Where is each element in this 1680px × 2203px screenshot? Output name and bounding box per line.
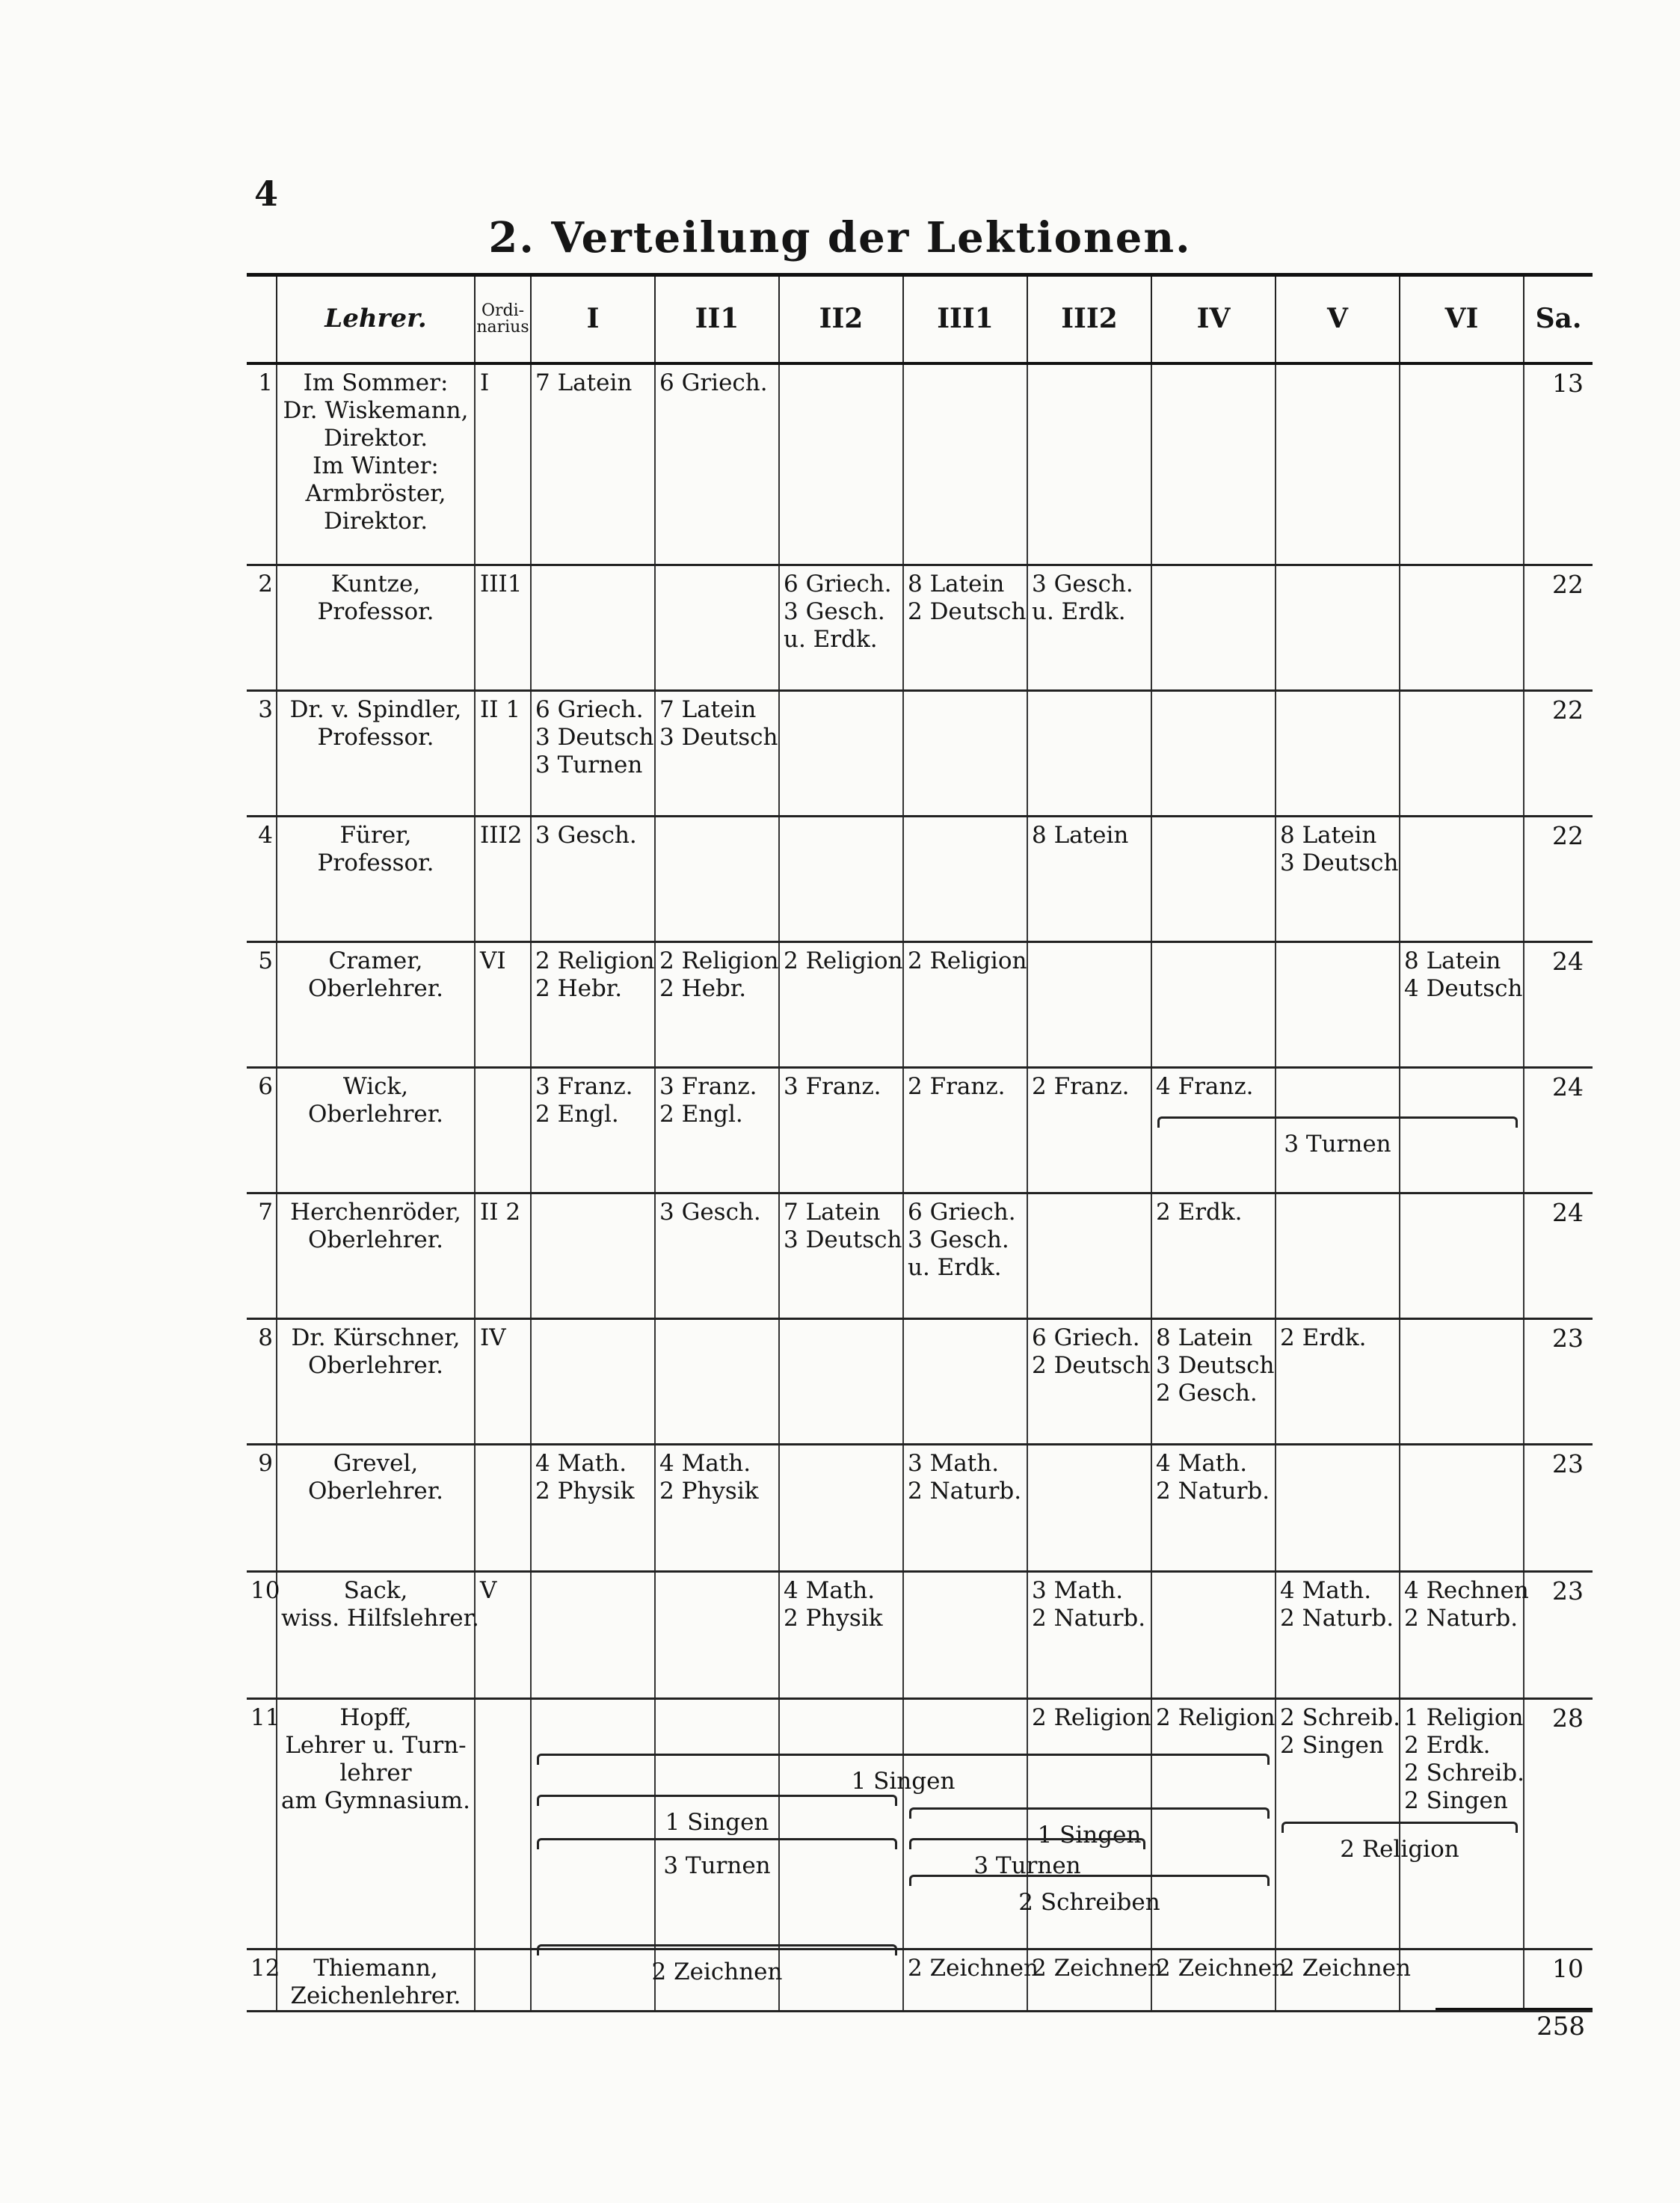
- lesson-cell: [1027, 1193, 1151, 1319]
- header-row: [247, 275, 1593, 363]
- lesson-cell: [903, 565, 1027, 691]
- lesson-cell: [655, 942, 779, 1068]
- lesson-entry: 2 Deutsch: [908, 598, 1027, 625]
- lesson-entry: 2 Singen: [1280, 1732, 1384, 1759]
- teacher-name-line: Hopff,: [339, 1704, 412, 1731]
- teacher-name-line: Kuntze,: [330, 571, 421, 597]
- lesson-entry: 2 Deutsch: [1032, 1352, 1151, 1379]
- teacher-name: [277, 817, 475, 942]
- lesson-cell: [1151, 565, 1276, 691]
- lesson-cell: [903, 942, 1027, 1068]
- teacher-name-line: Professor.: [317, 724, 434, 751]
- lesson-cell: [1027, 363, 1151, 565]
- lesson-entry: 2 Singen: [1404, 1787, 1508, 1814]
- lesson-cell: [779, 1193, 903, 1319]
- lesson-entry: 2 Zeichnen: [1032, 1955, 1163, 1982]
- table-row: [247, 691, 1593, 817]
- lesson-entry: 3 Deutsch: [784, 1226, 902, 1253]
- table-row: [247, 1445, 1593, 1572]
- teacher-name-line: Dr. Kürschner,: [291, 1324, 461, 1351]
- lesson-entry: 2 Religion: [535, 947, 655, 974]
- lesson-entry: 3 Deutsch: [659, 724, 778, 751]
- lesson-cell: [1400, 1572, 1529, 1699]
- span-label: 1 Singen: [665, 1809, 769, 1836]
- lesson-entry: 2 Naturb.: [1032, 1605, 1146, 1632]
- teacher-name-line: Oberlehrer.: [307, 1226, 444, 1253]
- lesson-entry: 6 Griech.: [659, 369, 768, 396]
- lesson-cell: [531, 565, 655, 691]
- lesson-cell: [1400, 1445, 1524, 1572]
- ordinarius: III2: [475, 817, 531, 942]
- ordinarius: V: [475, 1572, 531, 1699]
- lesson-cell: [903, 1949, 1039, 2012]
- teacher-name-line: Oberlehrer.: [307, 1478, 444, 1505]
- ordinarius: II 2: [475, 1193, 531, 1319]
- lesson-cell: [655, 363, 779, 565]
- teacher-name: [277, 1572, 479, 1699]
- lesson-entry: 2 Schreib.: [1280, 1704, 1400, 1731]
- teacher-name-line: Oberlehrer.: [307, 1101, 444, 1128]
- table-row: [247, 363, 1593, 565]
- lesson-entry: u. Erdk.: [784, 626, 878, 653]
- lesson-cell: [1027, 565, 1151, 691]
- lesson-cell: [531, 363, 655, 565]
- lesson-cell: [1276, 363, 1400, 565]
- lesson-cell: [1400, 363, 1524, 565]
- lesson-cell: [655, 1193, 779, 1319]
- table-row: [247, 565, 1593, 691]
- lesson-entry: 6 Griech.: [1032, 1324, 1140, 1351]
- span-brace: [909, 1807, 1270, 1819]
- row-total: 10: [1524, 1949, 1593, 2012]
- teacher-name-line: lehrer: [339, 1760, 412, 1786]
- lesson-entry: 4 Math.: [535, 1450, 627, 1477]
- lesson-entry: 3 Math.: [908, 1450, 1000, 1477]
- span-label: 2 Schreiben: [1018, 1889, 1160, 1916]
- teacher-name-line: Professor.: [317, 598, 434, 625]
- lesson-entry: 2 Physik: [784, 1605, 883, 1632]
- ordinarius: VI: [475, 942, 531, 1068]
- lesson-cell: [655, 1445, 779, 1572]
- ordinarius: I: [475, 363, 531, 565]
- row-total: 23: [1524, 1572, 1593, 1699]
- lesson-cell: [1276, 942, 1400, 1068]
- span-brace: [909, 1875, 1270, 1886]
- lesson-entry: 6 Griech.: [908, 1199, 1016, 1226]
- ordinarius: [475, 1068, 531, 1193]
- teacher-name-line: Cramer,: [328, 947, 423, 974]
- lesson-cell: [1027, 1572, 1151, 1699]
- row-number: 1: [258, 369, 273, 396]
- ordinarius: [475, 1699, 531, 1949]
- lesson-cell: [779, 1319, 903, 1445]
- span-brace: [1157, 1116, 1518, 1128]
- row-number: 5: [258, 947, 273, 974]
- header-class-v: V: [1276, 275, 1400, 363]
- lesson-cell: [1027, 1319, 1151, 1445]
- lesson-cell: [903, 1445, 1027, 1572]
- teacher-name-line: Wick,: [342, 1073, 409, 1100]
- lesson-cell: [1400, 1319, 1524, 1445]
- row-total: 28: [1524, 1699, 1593, 1949]
- row-total: 13: [1524, 363, 1593, 565]
- lesson-cell: [531, 1068, 655, 1193]
- lesson-entry: 3 Deutsch: [535, 724, 654, 751]
- header-sa: Sa.: [1524, 275, 1593, 363]
- lesson-entry: 2 Erdk.: [1404, 1732, 1491, 1759]
- lesson-entry: 2 Religion: [784, 947, 903, 974]
- header-class-iii1: III1: [903, 275, 1027, 363]
- lesson-cell: [903, 1572, 1027, 1699]
- lesson-cell: [903, 1193, 1027, 1319]
- span-brace: [537, 1944, 897, 1955]
- lesson-cell: [1151, 1319, 1276, 1445]
- lesson-cell: [655, 817, 779, 942]
- teacher-name-line: Dr. v. Spindler,: [289, 696, 462, 723]
- span-brace: [909, 1838, 1145, 1849]
- table-row: [247, 942, 1593, 1068]
- teacher-name: [277, 1445, 475, 1572]
- lesson-entry: 2 Schreib.: [1404, 1760, 1524, 1786]
- lesson-cell: [779, 565, 903, 691]
- teacher-name: [277, 942, 475, 1068]
- lesson-cell: [655, 1572, 779, 1699]
- row-total: 22: [1524, 565, 1593, 691]
- lesson-cell: [1400, 565, 1524, 691]
- lesson-cell: [1151, 1193, 1276, 1319]
- span-turnen-row6: [1157, 1116, 1518, 1158]
- span-brace: [537, 1838, 897, 1849]
- lesson-entry: 8 Latein: [1280, 822, 1377, 849]
- lesson-cell: [779, 1445, 903, 1572]
- span-brace: [1281, 1822, 1518, 1833]
- ordinarius: [475, 1445, 531, 1572]
- ordinarius: III1: [475, 565, 531, 691]
- span-brace: [537, 1795, 897, 1806]
- ordinarius: [475, 1949, 531, 2012]
- span-singen-b: [537, 1795, 897, 1836]
- lesson-entry: 3 Franz.: [659, 1073, 757, 1100]
- lesson-entry: 2 Hebr.: [535, 975, 623, 1002]
- lesson-cell: [1400, 1949, 1524, 2012]
- lesson-entry: 4 Math.: [784, 1577, 876, 1604]
- teacher-name-line: Fürer,: [339, 822, 412, 849]
- lesson-cell: [1151, 363, 1276, 565]
- lesson-entry: 3 Gesch.: [535, 822, 637, 849]
- lesson-cell: [1027, 1949, 1163, 2012]
- row-total: 24: [1524, 942, 1593, 1068]
- page-title: 2. Verteilung der Lektionen.: [488, 213, 1192, 262]
- row-number: 11: [250, 1704, 280, 1731]
- lesson-entry: 2 Naturb.: [1404, 1605, 1519, 1632]
- lesson-entry: 7 Latein: [784, 1199, 881, 1226]
- teacher-name-line: Armbröster,: [305, 479, 446, 507]
- table-row: [247, 1572, 1593, 1699]
- lesson-cell: [1027, 1445, 1151, 1572]
- lesson-cell: [1027, 942, 1151, 1068]
- lesson-cell: [655, 565, 779, 691]
- lesson-entry: 2 Franz.: [908, 1073, 1006, 1100]
- lesson-cell: [1151, 1445, 1276, 1572]
- teacher-name-line: Thiemann,: [313, 1955, 438, 1982]
- span-schreiben: [909, 1875, 1270, 1916]
- lesson-cell: [655, 1068, 779, 1193]
- lesson-cell: [1276, 1572, 1400, 1699]
- lesson-cell: [1151, 691, 1276, 817]
- lesson-cell: [903, 363, 1027, 565]
- table-row: [247, 1319, 1593, 1445]
- lesson-entry: 2 Physik: [659, 1478, 759, 1505]
- lesson-entry: 2 Franz.: [1032, 1073, 1130, 1100]
- lesson-entry: 2 Zeichnen: [1156, 1955, 1287, 1982]
- span-label: 1 Singen: [851, 1768, 956, 1795]
- lesson-entry: 3 Gesch.: [659, 1199, 761, 1226]
- page-number: 4: [254, 173, 279, 214]
- lesson-entry: 8 Latein: [1032, 822, 1129, 849]
- teacher-name: [277, 1699, 475, 1949]
- lesson-cell: [1400, 817, 1524, 942]
- lesson-cell: [1151, 942, 1276, 1068]
- span-label: 2 Zeichnen: [651, 1958, 783, 1985]
- span-turnen-a: [537, 1838, 897, 1879]
- lesson-entry: 4 Deutsch: [1404, 975, 1523, 1002]
- teacher-name-line: Oberlehrer.: [307, 1352, 444, 1379]
- lesson-cell: [531, 691, 655, 817]
- row-number: 6: [258, 1073, 273, 1100]
- lesson-entry: 2 Erdk.: [1280, 1324, 1367, 1351]
- lesson-entry: 3 Gesch.: [784, 598, 885, 625]
- header-lehrer: Lehrer.: [277, 275, 475, 363]
- lesson-entry: 2 Erdk.: [1156, 1199, 1243, 1226]
- teacher-name-line: Professor.: [317, 849, 434, 876]
- span-turnen-b: [909, 1838, 1145, 1879]
- teacher-name-line: Sack,: [343, 1577, 408, 1604]
- lesson-entry: u. Erdk.: [908, 1254, 1002, 1281]
- lesson-entry: 4 Math.: [1156, 1450, 1248, 1477]
- teacher-name: [277, 691, 475, 817]
- lesson-cell: [1027, 691, 1151, 817]
- lesson-cell: [1276, 817, 1400, 942]
- lesson-cell: [1151, 817, 1276, 942]
- lesson-cell: [903, 691, 1027, 817]
- table-row: [247, 1193, 1593, 1319]
- teacher-name-line: Herchenröder,: [290, 1199, 461, 1226]
- ordinarius: IV: [475, 1319, 531, 1445]
- lesson-entry: 4 Math.: [1280, 1577, 1372, 1604]
- lesson-entry: 2 Religion: [1156, 1704, 1276, 1731]
- teacher-name-line: Zeichenlehrer.: [290, 1982, 461, 2009]
- teacher-name: [277, 1193, 475, 1319]
- teacher-name: [277, 1068, 475, 1193]
- teacher-name-line: Oberlehrer.: [307, 975, 444, 1002]
- span-label: 2 Religion: [1340, 1836, 1459, 1863]
- lesson-entry: 3 Math.: [1032, 1577, 1124, 1604]
- teacher-name-line: Dr. Wiskemann,: [283, 396, 469, 424]
- teacher-name-line: wiss. Hilfslehrer.: [281, 1605, 479, 1632]
- teacher-name: [277, 1319, 475, 1445]
- lesson-cell: [903, 1068, 1027, 1193]
- lesson-entry: 4 Rechnen: [1404, 1577, 1529, 1604]
- lesson-cell: [779, 1068, 903, 1193]
- row-number: 8: [258, 1324, 273, 1351]
- header-ordinarius: Ordi-narius: [475, 275, 531, 363]
- row-total: 24: [1524, 1193, 1593, 1319]
- lesson-cell: [1400, 1193, 1524, 1319]
- lesson-cell: [1027, 817, 1151, 942]
- teacher-name: [277, 565, 475, 691]
- span-label: 1 Singen: [1037, 1822, 1142, 1849]
- span-brace: [537, 1754, 1270, 1765]
- lesson-entry: 2 Naturb.: [908, 1478, 1022, 1505]
- lesson-entry: 6 Griech.: [784, 571, 892, 597]
- grand-total: 258: [1536, 2012, 1585, 2041]
- lesson-cell: [1400, 942, 1524, 1068]
- row-total: 22: [1524, 691, 1593, 817]
- lesson-entry: 4 Franz.: [1156, 1073, 1254, 1100]
- lesson-cell: [1276, 565, 1400, 691]
- header-nr: [247, 275, 277, 363]
- lesson-cell: [779, 363, 903, 565]
- lesson-entry: 2 Engl.: [535, 1101, 619, 1128]
- lesson-entry: 2 Zeichnen: [908, 1955, 1039, 1982]
- lesson-entry: 2 Zeichnen: [1280, 1955, 1411, 1982]
- lesson-entry: 2 Hebr.: [659, 975, 747, 1002]
- header-class-iii2: III2: [1027, 275, 1151, 363]
- row-total: 24: [1524, 1068, 1593, 1193]
- lesson-cell: [531, 1572, 655, 1699]
- lesson-cell: [779, 817, 903, 942]
- row-number: 12: [250, 1955, 280, 1982]
- table-row: [247, 1949, 1593, 2012]
- lesson-entry: 2 Religion: [908, 947, 1027, 974]
- span-singen-a: [537, 1754, 1270, 1795]
- header-class-ii1: II1: [655, 275, 779, 363]
- lesson-entry: 3 Turnen: [535, 752, 643, 778]
- teacher-name-line: Direktor.: [323, 507, 428, 535]
- lesson-entry: 7 Latein: [659, 696, 757, 723]
- lesson-entry: 7 Latein: [535, 369, 633, 396]
- lesson-cell: [1151, 1949, 1287, 2012]
- table-row: [247, 817, 1593, 942]
- lesson-entry: 3 Franz.: [535, 1073, 633, 1100]
- span-zeichnen: [537, 1944, 897, 1985]
- header-class-i: I: [531, 275, 655, 363]
- teacher-name-line: Im Sommer:: [303, 369, 449, 396]
- lesson-entry: 3 Gesch.: [908, 1226, 1009, 1253]
- lesson-cell: [531, 942, 655, 1068]
- ordinarius: II 1: [475, 691, 531, 817]
- row-number: 2: [258, 571, 273, 597]
- lesson-entry: 2 Physik: [535, 1478, 635, 1505]
- teacher-name-line: Direktor.: [323, 424, 428, 452]
- lesson-entry: 8 Latein: [1156, 1324, 1253, 1351]
- lesson-cell: [655, 1319, 779, 1445]
- lesson-cell: [531, 1319, 655, 1445]
- lesson-entry: 2 Naturb.: [1156, 1478, 1270, 1505]
- lesson-entry: 6 Griech.: [535, 696, 644, 723]
- teacher-name-line: Grevel,: [333, 1450, 419, 1477]
- row-number: 10: [250, 1577, 280, 1604]
- lesson-entry: 2 Gesch.: [1156, 1380, 1258, 1407]
- header-class-vi: VI: [1400, 275, 1524, 363]
- span-label: 3 Turnen: [663, 1852, 771, 1879]
- row-number: 9: [258, 1450, 273, 1477]
- lesson-cell: [903, 1319, 1027, 1445]
- header-class-ii2: II2: [779, 275, 903, 363]
- lesson-cell: [779, 942, 903, 1068]
- lesson-entry: 1 Religion: [1404, 1704, 1524, 1731]
- teacher-name: [277, 1949, 475, 2012]
- lesson-cell: [1400, 691, 1524, 817]
- lesson-cell: [1276, 691, 1400, 817]
- row-total: 23: [1524, 1445, 1593, 1572]
- teacher-name-line: am Gymnasium.: [281, 1787, 470, 1814]
- lesson-entry: u. Erdk.: [1032, 598, 1126, 625]
- row-total: 22: [1524, 817, 1593, 942]
- span-religion: [1281, 1822, 1518, 1863]
- lesson-cell: [531, 1445, 655, 1572]
- lesson-entry: 3 Deutsch: [1280, 849, 1399, 876]
- lesson-entry: 2 Religion: [1032, 1704, 1151, 1731]
- lesson-cell: [1151, 1572, 1276, 1699]
- lesson-cell: [1027, 1068, 1151, 1193]
- teacher-name-line: Im Winter:: [313, 452, 439, 479]
- lesson-cell: [779, 691, 903, 817]
- row-number: 7: [258, 1199, 273, 1226]
- lesson-entry: 3 Gesch.: [1032, 571, 1133, 597]
- lesson-entry: 2 Naturb.: [1280, 1605, 1394, 1632]
- total-rule: [1436, 2008, 1593, 2010]
- lesson-cell: [1276, 1193, 1400, 1319]
- lesson-cell: [531, 817, 655, 942]
- lesson-cell: [1276, 1445, 1400, 1572]
- lesson-cell: [903, 817, 1027, 942]
- lesson-cell: [655, 691, 779, 817]
- span-label: 3 Turnen: [973, 1852, 1081, 1879]
- teacher-name: [277, 363, 475, 565]
- row-number: 4: [258, 822, 273, 849]
- lesson-entry: 8 Latein: [908, 571, 1005, 597]
- lesson-cell: [1276, 1949, 1411, 2012]
- header-class-iv: IV: [1151, 275, 1276, 363]
- row-total: 23: [1524, 1319, 1593, 1445]
- lesson-entry: 2 Engl.: [659, 1101, 743, 1128]
- span-label: 3 Turnen: [1284, 1131, 1391, 1158]
- lesson-entry: 3 Deutsch: [1156, 1352, 1275, 1379]
- lesson-entry: 3 Franz.: [784, 1073, 881, 1100]
- lesson-cell: [531, 1193, 655, 1319]
- lesson-entry: 8 Latein: [1404, 947, 1501, 974]
- lesson-cell: [779, 1572, 903, 1699]
- lesson-entry: 2 Religion: [659, 947, 779, 974]
- lesson-cell: [1276, 1319, 1400, 1445]
- lesson-entry: 4 Math.: [659, 1450, 751, 1477]
- teacher-name-line: Lehrer u. Turn-: [285, 1732, 467, 1759]
- row-number: 3: [258, 696, 273, 723]
